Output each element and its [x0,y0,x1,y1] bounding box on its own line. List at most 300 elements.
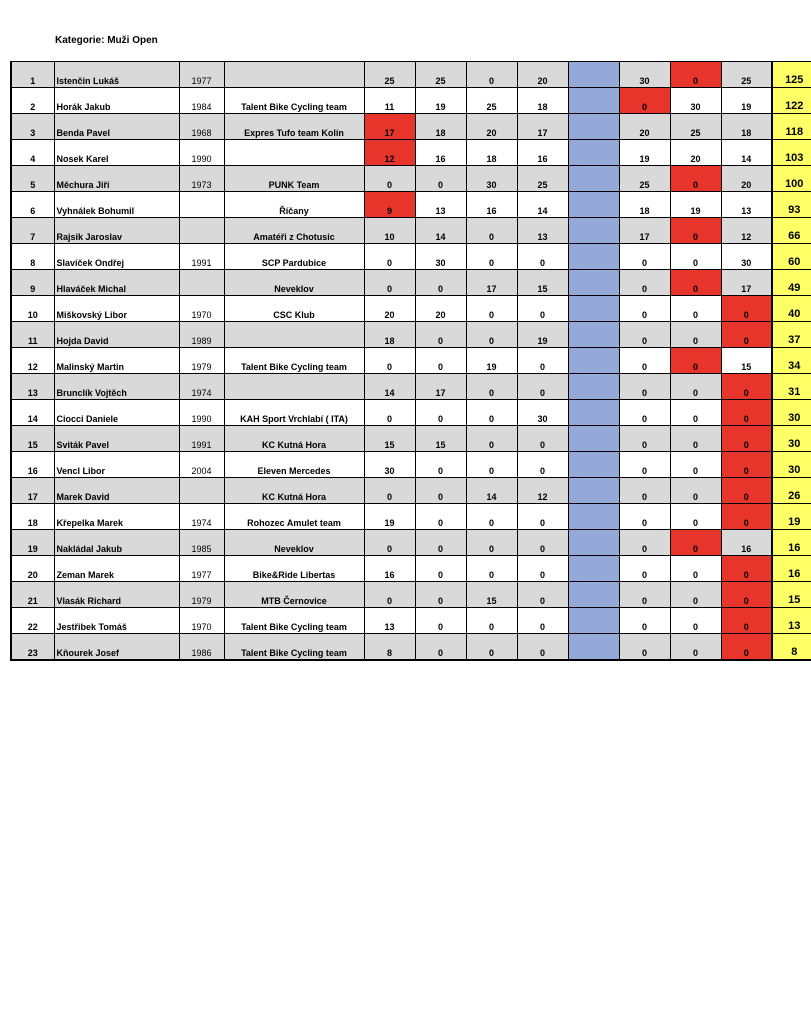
total-points-cell: 66 [772,218,811,244]
rank-cell: 22 [11,608,54,634]
table-row [11,400,811,426]
rider-name-cell: Benda Pavel [54,114,179,140]
separator-cell [568,218,619,244]
race-score-cell: 18 [415,114,466,140]
race-score-cell: 0 [415,166,466,192]
rank-cell: 5 [11,166,54,192]
race-score-cell: 25 [721,62,772,88]
race-score-cell: 0 [415,348,466,374]
race-score-cell: 12 [517,478,568,504]
rank-cell: 6 [11,192,54,218]
race-score-cell: 0 [670,244,721,270]
birth-year-cell: 1986 [179,634,224,660]
table-row [11,608,811,634]
race-score-cell: 0 [721,504,772,530]
total-points-cell: 30 [772,400,811,426]
race-score-cell: 0 [364,244,415,270]
club-cell: Bike&Ride Libertas [224,556,364,582]
total-points-cell: 30 [772,426,811,452]
race-score-cell: 17 [466,270,517,296]
race-score-cell: 0 [619,634,670,660]
separator-cell [568,192,619,218]
results-table [10,61,811,661]
race-score-cell: 0 [670,556,721,582]
table-row [11,296,811,322]
separator-cell [568,504,619,530]
club-cell: Neveklov [224,270,364,296]
rank-cell: 11 [11,322,54,348]
table-row [11,582,811,608]
club-cell: KAH Sport Vrchlabí ( ITA) [224,400,364,426]
birth-year-cell: 1979 [179,348,224,374]
race-score-cell: 18 [721,114,772,140]
race-score-cell: 16 [721,530,772,556]
race-score-cell: 14 [466,478,517,504]
race-score-cell: 0 [517,530,568,556]
race-score-cell: 0 [415,608,466,634]
race-score-cell: 25 [466,88,517,114]
race-score-cell: 0 [364,530,415,556]
rider-name-cell: Hlaváček Michal [54,270,179,296]
race-score-cell: 12 [721,218,772,244]
birth-year-cell: 1977 [179,62,224,88]
race-score-cell: 0 [619,244,670,270]
race-score-cell: 0 [517,504,568,530]
separator-cell [568,62,619,88]
club-cell: Rohozec Amulet team [224,504,364,530]
race-score-cell: 16 [415,140,466,166]
total-points-cell: 15 [772,582,811,608]
birth-year-cell [179,478,224,504]
table-row [11,192,811,218]
table-row [11,556,811,582]
category-title: Kategorie: Muži Open [55,35,158,46]
race-score-cell: 14 [364,374,415,400]
race-score-cell: 0 [415,478,466,504]
race-score-cell: 16 [517,140,568,166]
rank-cell: 3 [11,114,54,140]
race-score-cell: 0 [619,530,670,556]
table-row [11,478,811,504]
birth-year-cell: 1973 [179,166,224,192]
race-score-cell: 19 [619,140,670,166]
table-row [11,374,811,400]
results-body [11,62,811,660]
rider-name-cell: Istenčin Lukáš [54,62,179,88]
table-row [11,348,811,374]
club-cell [224,374,364,400]
race-score-cell: 19 [466,348,517,374]
race-score-cell: 0 [415,400,466,426]
race-score-cell: 0 [670,608,721,634]
race-score-cell: 0 [721,634,772,660]
table-row [11,530,811,556]
race-score-cell: 15 [721,348,772,374]
race-score-cell: 0 [466,322,517,348]
race-score-cell: 0 [670,582,721,608]
separator-cell [568,608,619,634]
race-score-cell: 0 [670,62,721,88]
birth-year-cell [179,270,224,296]
rider-name-cell: Miškovský Libor [54,296,179,322]
birth-year-cell: 1990 [179,140,224,166]
race-score-cell: 18 [364,322,415,348]
total-points-cell: 103 [772,140,811,166]
rider-name-cell: Jestřibek Tomáš [54,608,179,634]
race-score-cell: 19 [415,88,466,114]
race-score-cell: 0 [619,504,670,530]
race-score-cell: 0 [517,374,568,400]
rank-cell: 7 [11,218,54,244]
separator-cell [568,296,619,322]
race-score-cell: 0 [415,504,466,530]
race-score-cell: 20 [721,166,772,192]
birth-year-cell: 1984 [179,88,224,114]
race-score-cell: 0 [466,62,517,88]
race-score-cell: 0 [466,530,517,556]
rank-cell: 10 [11,296,54,322]
race-score-cell: 0 [670,530,721,556]
rank-cell: 16 [11,452,54,478]
separator-cell [568,478,619,504]
race-score-cell: 20 [415,296,466,322]
race-score-cell: 13 [364,608,415,634]
race-score-cell: 0 [415,322,466,348]
race-score-cell: 19 [517,322,568,348]
rider-name-cell: Slavíček Ondřej [54,244,179,270]
club-cell [224,62,364,88]
table-row [11,270,811,296]
race-score-cell: 0 [721,478,772,504]
table-row [11,140,811,166]
rider-name-cell: Nosek Karel [54,140,179,166]
separator-cell [568,114,619,140]
table-row [11,88,811,114]
race-score-cell: 0 [670,322,721,348]
separator-cell [568,530,619,556]
rank-cell: 4 [11,140,54,166]
club-cell: KC Kutná Hora [224,426,364,452]
rider-name-cell: Vencl Libor [54,452,179,478]
race-score-cell: 0 [364,582,415,608]
race-score-cell: 0 [670,348,721,374]
race-score-cell: 0 [619,88,670,114]
race-score-cell: 25 [364,62,415,88]
race-score-cell: 0 [670,452,721,478]
race-score-cell: 18 [466,140,517,166]
rider-name-cell: Marek David [54,478,179,504]
birth-year-cell: 1974 [179,374,224,400]
race-score-cell: 17 [721,270,772,296]
race-score-cell: 0 [619,478,670,504]
separator-cell [568,556,619,582]
rank-cell: 20 [11,556,54,582]
race-score-cell: 0 [721,426,772,452]
total-points-cell: 125 [772,62,811,88]
race-score-cell: 0 [619,400,670,426]
race-score-cell: 30 [466,166,517,192]
race-score-cell: 30 [415,244,466,270]
race-score-cell: 17 [619,218,670,244]
race-score-cell: 0 [466,452,517,478]
table-row [11,62,811,88]
race-score-cell: 0 [466,504,517,530]
race-score-cell: 0 [466,634,517,660]
rank-cell: 2 [11,88,54,114]
race-score-cell: 18 [619,192,670,218]
race-score-cell: 9 [364,192,415,218]
race-score-cell: 0 [466,426,517,452]
race-score-cell: 30 [364,452,415,478]
total-points-cell: 26 [772,478,811,504]
birth-year-cell: 1968 [179,114,224,140]
race-score-cell: 11 [364,88,415,114]
total-points-cell: 37 [772,322,811,348]
race-score-cell: 0 [517,556,568,582]
rider-name-cell: Zeman Marek [54,556,179,582]
race-score-cell: 0 [415,452,466,478]
race-score-cell: 17 [517,114,568,140]
race-score-cell: 0 [415,634,466,660]
race-score-cell: 0 [364,478,415,504]
race-score-cell: 0 [670,296,721,322]
race-score-cell: 0 [517,582,568,608]
separator-cell [568,140,619,166]
rank-cell: 1 [11,62,54,88]
club-cell: Neveklov [224,530,364,556]
race-score-cell: 20 [364,296,415,322]
separator-cell [568,166,619,192]
rider-name-cell: Vyhnálek Bohumil [54,192,179,218]
club-cell: SCP Pardubice [224,244,364,270]
race-score-cell: 20 [517,62,568,88]
club-cell: KC Kutná Hora [224,478,364,504]
birth-year-cell: 2004 [179,452,224,478]
race-score-cell: 15 [364,426,415,452]
birth-year-cell: 1977 [179,556,224,582]
race-score-cell: 0 [364,400,415,426]
rank-cell: 23 [11,634,54,660]
club-cell: Expres Tufo team Kolín [224,114,364,140]
race-score-cell: 0 [619,374,670,400]
race-score-cell: 30 [721,244,772,270]
race-score-cell: 17 [415,374,466,400]
table-row [11,218,811,244]
separator-cell [568,88,619,114]
club-cell [224,322,364,348]
race-score-cell: 25 [517,166,568,192]
rider-name-cell: Křepelka Marek [54,504,179,530]
race-score-cell: 0 [619,582,670,608]
race-score-cell: 0 [364,348,415,374]
race-score-cell: 0 [670,504,721,530]
birth-year-cell: 1990 [179,400,224,426]
race-score-cell: 20 [466,114,517,140]
birth-year-cell: 1974 [179,504,224,530]
race-score-cell: 0 [619,608,670,634]
race-score-cell: 12 [364,140,415,166]
race-score-cell: 13 [517,218,568,244]
rank-cell: 21 [11,582,54,608]
race-score-cell: 20 [670,140,721,166]
table-row [11,504,811,530]
rider-name-cell: Nakládal Jakub [54,530,179,556]
race-score-cell: 0 [466,218,517,244]
race-score-cell: 8 [364,634,415,660]
race-score-cell: 0 [721,296,772,322]
rider-name-cell: Hojda David [54,322,179,348]
club-cell: Říčany [224,192,364,218]
rank-cell: 19 [11,530,54,556]
club-cell: Talent Bike Cycling team [224,634,364,660]
race-score-cell: 30 [619,62,670,88]
birth-year-cell: 1985 [179,530,224,556]
race-score-cell: 0 [517,452,568,478]
race-score-cell: 0 [721,374,772,400]
race-score-cell: 0 [721,400,772,426]
race-score-cell: 0 [721,582,772,608]
race-score-cell: 0 [517,348,568,374]
race-score-cell: 0 [721,452,772,478]
race-score-cell: 0 [415,556,466,582]
table-row [11,426,811,452]
rider-name-cell: Ciocci Daniele [54,400,179,426]
race-score-cell: 14 [721,140,772,166]
race-score-cell: 30 [670,88,721,114]
table-row [11,244,811,270]
birth-year-cell [179,192,224,218]
total-points-cell: 118 [772,114,811,140]
race-score-cell: 0 [466,244,517,270]
race-score-cell: 0 [517,608,568,634]
race-score-cell: 17 [364,114,415,140]
rank-cell: 14 [11,400,54,426]
separator-cell [568,270,619,296]
race-score-cell: 0 [619,348,670,374]
total-points-cell: 19 [772,504,811,530]
race-score-cell: 0 [517,296,568,322]
total-points-cell: 34 [772,348,811,374]
birth-year-cell: 1979 [179,582,224,608]
birth-year-cell: 1991 [179,426,224,452]
race-score-cell: 0 [670,478,721,504]
rank-cell: 18 [11,504,54,530]
race-score-cell: 0 [670,270,721,296]
club-cell: Talent Bike Cycling team [224,348,364,374]
total-points-cell: 8 [772,634,811,660]
separator-cell [568,374,619,400]
club-cell: Talent Bike Cycling team [224,608,364,634]
race-score-cell: 19 [364,504,415,530]
race-score-cell: 0 [721,322,772,348]
rank-cell: 8 [11,244,54,270]
birth-year-cell: 1970 [179,608,224,634]
table-row [11,634,811,660]
race-score-cell: 0 [466,556,517,582]
table-row [11,452,811,478]
race-score-cell: 0 [670,166,721,192]
total-points-cell: 16 [772,556,811,582]
race-score-cell: 16 [364,556,415,582]
rider-name-cell: Vlasák Richard [54,582,179,608]
race-score-cell: 0 [670,634,721,660]
total-points-cell: 31 [772,374,811,400]
race-score-cell: 0 [364,166,415,192]
race-score-cell: 15 [466,582,517,608]
race-score-cell: 0 [619,426,670,452]
race-score-cell: 25 [415,62,466,88]
club-cell: Talent Bike Cycling team [224,88,364,114]
rank-cell: 13 [11,374,54,400]
race-score-cell: 0 [517,244,568,270]
race-score-cell: 0 [415,530,466,556]
race-score-cell: 18 [517,88,568,114]
race-score-cell: 0 [466,296,517,322]
race-score-cell: 0 [415,582,466,608]
rank-cell: 9 [11,270,54,296]
total-points-cell: 40 [772,296,811,322]
rider-name-cell: Horák Jakub [54,88,179,114]
total-points-cell: 16 [772,530,811,556]
race-score-cell: 25 [670,114,721,140]
race-score-cell: 16 [466,192,517,218]
table-row [11,166,811,192]
club-cell: Amatéři z Chotusic [224,218,364,244]
separator-cell [568,582,619,608]
race-score-cell: 0 [721,556,772,582]
race-score-cell: 0 [721,608,772,634]
separator-cell [568,348,619,374]
total-points-cell: 122 [772,88,811,114]
total-points-cell: 13 [772,608,811,634]
total-points-cell: 60 [772,244,811,270]
race-score-cell: 13 [415,192,466,218]
rank-cell: 12 [11,348,54,374]
rider-name-cell: Kňourek Josef [54,634,179,660]
club-cell: Eleven Mercedes [224,452,364,478]
total-points-cell: 100 [772,166,811,192]
race-score-cell: 0 [670,374,721,400]
total-points-cell: 49 [772,270,811,296]
birth-year-cell: 1989 [179,322,224,348]
club-cell: PUNK Team [224,166,364,192]
race-score-cell: 25 [619,166,670,192]
race-score-cell: 15 [415,426,466,452]
race-score-cell: 0 [517,426,568,452]
race-score-cell: 13 [721,192,772,218]
rider-name-cell: Brunclík Vojtěch [54,374,179,400]
race-score-cell: 0 [466,608,517,634]
separator-cell [568,400,619,426]
race-score-cell: 0 [415,270,466,296]
club-cell: MTB Černovice [224,582,364,608]
race-score-cell: 14 [517,192,568,218]
race-score-cell: 14 [415,218,466,244]
rank-cell: 15 [11,426,54,452]
separator-cell [568,426,619,452]
rider-name-cell: Měchura Jiří [54,166,179,192]
club-cell [224,140,364,166]
race-score-cell: 0 [670,218,721,244]
race-score-cell: 10 [364,218,415,244]
race-score-cell: 0 [466,400,517,426]
rider-name-cell: Malinský Martin [54,348,179,374]
race-score-cell: 0 [619,296,670,322]
race-score-cell: 0 [619,556,670,582]
race-score-cell: 15 [517,270,568,296]
table-row [11,114,811,140]
birth-year-cell: 1991 [179,244,224,270]
